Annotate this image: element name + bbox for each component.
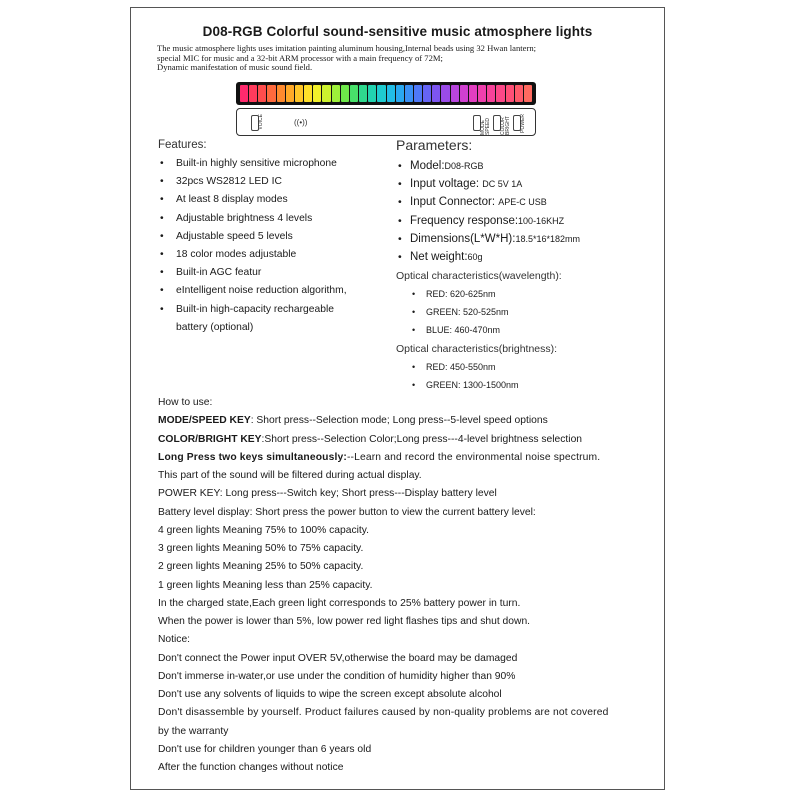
led-segment: [359, 85, 367, 102]
feature-item: • Built-in high-capacity rechargeable: [158, 301, 388, 319]
led-segment: [432, 85, 440, 102]
parameters-list: [396, 157, 661, 266]
intro-line: Dynamic manifestation of music sound field.: [157, 62, 313, 73]
battery-display-line: Battery level display: Short press the power button to view the current battery level:: [158, 506, 536, 518]
battery-level-line: 1 green lights Meaning less than 25% capacity.: [158, 579, 373, 591]
feature-item: • Built-in AGC featur: [158, 264, 388, 282]
led-segment: [478, 85, 486, 102]
features-section: [158, 139, 388, 337]
led-segment: [350, 85, 358, 102]
led-segment: [441, 85, 449, 102]
device-label-color: COLOR BRIGHT: [500, 116, 511, 135]
parameter-key: Input voltage:: [410, 178, 483, 191]
led-segment: [487, 85, 495, 102]
led-segment: [341, 85, 349, 102]
long-press-text: --Learn and record the environmental noise spectrum.: [346, 451, 601, 463]
feature-item: • 32pcs WS2812 LED IC: [158, 173, 388, 191]
page-title: D08-RGB Colorful sound-sensitive music atmosphere lights: [202, 24, 593, 39]
intro-line: The music atmosphere lights uses imitation painting aluminum housing,Internal beads using 32 Hwan lantern;: [157, 43, 537, 53]
parameter-value: D08-RGB: [444, 161, 484, 171]
brightness-item: • GREEN: 1300-1500nm: [396, 376, 661, 394]
device-label-voice: VOICE: [258, 114, 264, 130]
long-press-label: Long Press two keys simultaneously:: [158, 451, 347, 463]
low-power-line: When the power is lower than 5%, low power red light flashes tips and shut down.: [158, 616, 531, 627]
parameter-key: Dimensions(L*W*H):: [410, 232, 516, 245]
wavelength-list: [396, 285, 661, 339]
notice-item: Don't disassemble by yourself. Product failures caused by non-quality problems are not covered: [158, 707, 609, 719]
parameter-value: APE-C USB: [498, 197, 547, 208]
feature-item: • Built-in highly sensitive microphone: [158, 155, 388, 173]
battery-level-line: 3 green lights Meaning 50% to 75% capacity.: [158, 543, 364, 554]
led-segment: [460, 85, 468, 102]
led-segment: [249, 85, 257, 102]
led-segment: [387, 85, 395, 102]
wavelength-item: • GREEN: 520-525nm: [396, 303, 661, 321]
intro-line: special MIC for music and a 32-bit ARM processor with a main frequency of 72M;: [157, 52, 443, 63]
led-segment: [423, 85, 431, 102]
features-heading: Features:: [158, 139, 207, 151]
howto-heading: How to use:: [158, 397, 213, 408]
led-segment: [377, 85, 385, 102]
led-segment: [524, 85, 532, 102]
power-key-line: POWER KEY: Long press---Switch key; Short press---Display battery level: [158, 488, 497, 500]
long-press-line: [158, 449, 658, 467]
color-key-line: [158, 431, 658, 449]
led-segment: [414, 85, 422, 102]
wavelength-item: • BLUE: 460-470nm: [396, 321, 661, 339]
parameter-item: [396, 230, 661, 248]
led-segment: [240, 85, 248, 102]
parameter-item: [396, 175, 661, 193]
parameter-value: 60g: [467, 251, 483, 262]
wavelength-item: • RED: 620-625nm: [396, 285, 661, 303]
filtered-line: This part of the sound will be filtered during actual display.: [158, 470, 422, 481]
parameters-section: [396, 137, 661, 394]
color-key-label: COLOR/BRIGHT KEY: [158, 433, 262, 445]
how-to-use-section: [158, 394, 658, 777]
parameter-key: Net weight:: [410, 250, 468, 263]
parameter-item: [396, 212, 661, 230]
led-segment: [258, 85, 266, 102]
notice-item: by the warranty: [158, 725, 229, 737]
brightness-list: [396, 358, 661, 394]
parameter-key: Model:: [410, 160, 445, 172]
color-key-text: :Short press--Selection Color;Long press---4-level brightness selection: [261, 433, 583, 445]
parameter-key: Frequency response:: [410, 214, 519, 227]
device-illustration: [236, 108, 536, 136]
device-label-mode: MODE SPEED: [480, 118, 491, 135]
intro-text: [157, 44, 677, 73]
led-segment: [313, 85, 321, 102]
feature-item: • Adjustable brightness 4 levels: [158, 210, 388, 228]
led-segment: [277, 85, 285, 102]
notice-heading: Notice:: [158, 634, 191, 646]
led-segment: [496, 85, 504, 102]
parameter-item: [396, 248, 661, 266]
device-label-power: POWER: [520, 114, 526, 133]
led-segment: [396, 85, 404, 102]
led-segment: [286, 85, 294, 102]
notice-item: Don't immerse in-water,or use under the condition of humidity higher than 90%: [158, 670, 516, 682]
brightness-heading: Optical characteristics(brightness):: [396, 343, 558, 356]
feature-item: • At least 8 display modes: [158, 191, 388, 209]
led-segment: [451, 85, 459, 102]
wavelength-heading: Optical characteristics(wavelength):: [396, 270, 562, 283]
led-segment: [405, 85, 413, 102]
led-segment: [267, 85, 275, 102]
charged-state-line: In the charged state,Each green light corresponds to 25% battery power in turn.: [158, 597, 521, 609]
notice-item: Don't use for children younger than 6 years old: [158, 743, 372, 755]
led-bar-image: [236, 82, 536, 105]
battery-level-line: 4 green lights Meaning 75% to 100% capacity.: [158, 524, 370, 536]
parameter-value: 18.5*16*182mm: [515, 233, 580, 244]
notice-item: Don't use any solvents of liquids to wipe the screen except absolute alcohol: [158, 689, 502, 700]
mode-key-line: [158, 412, 658, 430]
feature-item-continued: battery (optional): [176, 321, 254, 333]
brightness-item: • RED: 450-550nm: [396, 358, 661, 376]
notice-item: Don't connect the Power input OVER 5V,otherwise the board may be damaged: [158, 652, 518, 664]
feature-item: • 18 color modes adjustable: [158, 246, 388, 264]
parameters-heading: Parameters:: [396, 137, 473, 153]
led-segment: [506, 85, 514, 102]
led-segment: [304, 85, 312, 102]
led-segment: [368, 85, 376, 102]
led-segment: [515, 85, 523, 102]
parameter-value: 100-16KHZ: [518, 215, 565, 226]
led-segment: [332, 85, 340, 102]
parameter-item: [396, 193, 661, 211]
feature-item: • Adjustable speed 5 levels: [158, 228, 388, 246]
led-segment: [469, 85, 477, 102]
features-list: [158, 155, 388, 337]
led-segment: [295, 85, 303, 102]
parameter-item: [396, 157, 661, 175]
instruction-sheet: [130, 7, 665, 790]
parameter-key: Input Connector:: [410, 196, 499, 209]
feature-item: • eIntelligent noise reduction algorithm,: [158, 282, 388, 300]
led-segment: [322, 85, 330, 102]
parameter-value: DC 5V 1A: [482, 179, 523, 190]
mode-key-text: : Short press--Selection mode; Long press--5-level speed options: [250, 415, 548, 427]
battery-level-line: 2 green lights Meaning 25% to 50% capacity.: [158, 561, 364, 573]
mode-key-label: MODE/SPEED KEY: [158, 415, 251, 427]
notice-item: After the function changes without notice: [158, 762, 344, 773]
microphone-icon: ((•)): [294, 118, 308, 127]
